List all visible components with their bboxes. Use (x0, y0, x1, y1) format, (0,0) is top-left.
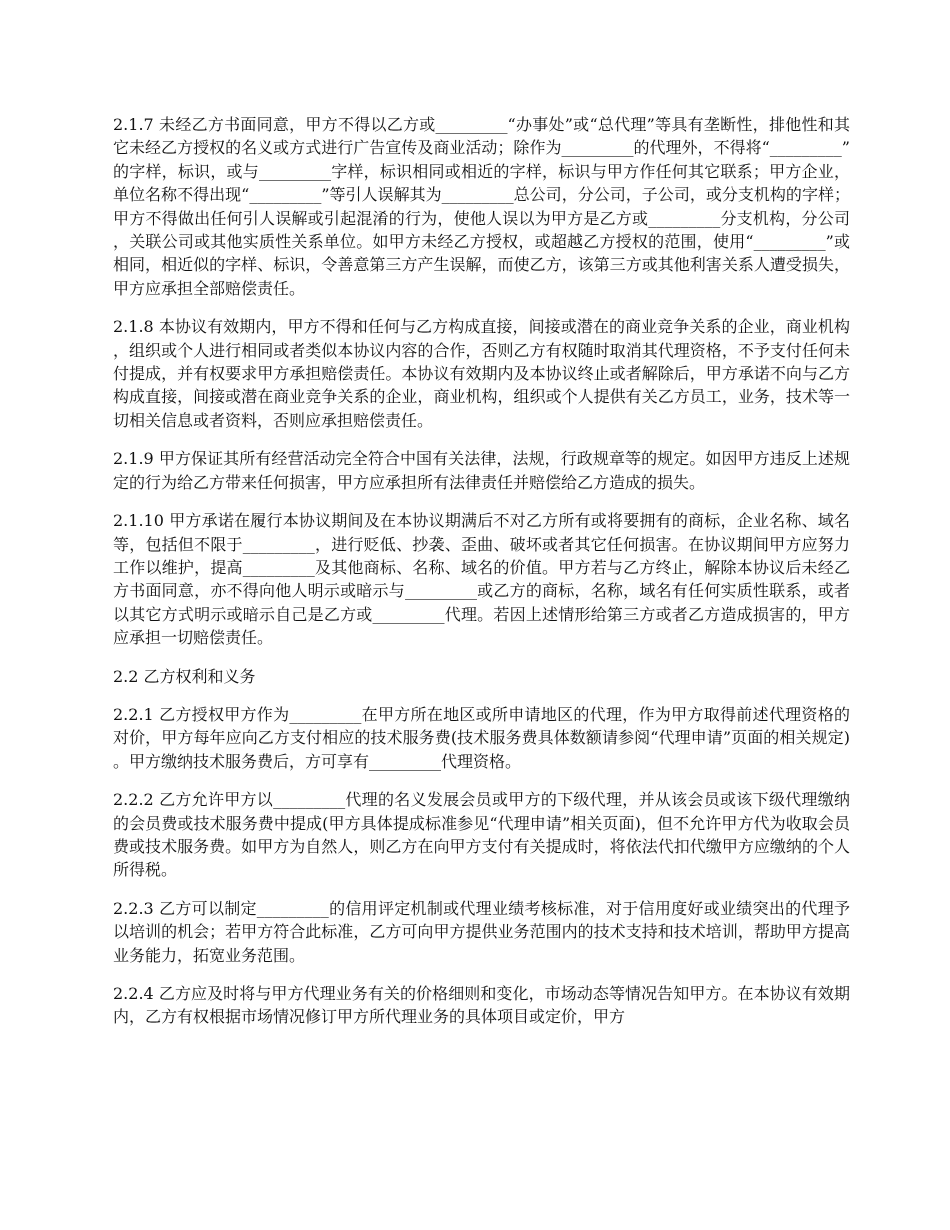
clause-2-1-8: 2.1.8 本协议有效期内，甲方不得和任何与乙方构成直接，间接或潜在的商业竞争关系的企业，商业机构，组织或个人进行相同或者类似本协议内容的合作，否则乙方有权随时取消其代理资格，不予支付任何未付提成，并有权要求甲方承担赔偿责任。本协议有效期内及本协议终止或者解除后，甲方承诺不向与乙方构成直接，间接或潜在商业竞争关系的企业，商业机构，组织或个人提供有关乙方员工，业务，技术等一切相关信息或者资料，否则应承担赔偿责任。 (113, 317, 850, 430)
clause-2-2-2: 2.2.2 乙方允许甲方以_________代理的名义发展会员或甲方的下级代理，并从该会员或该下级代理缴纳的会员费或技术服务费中提成(甲方具体提成标准参见“代理申请”相关页面)，但不允许甲方代为收取会员费或技术服务费。如甲方为自然人，则乙方在向甲方支付有关提成时，将依法代扣代缴甲方应缴纳的个人所得税。 (113, 790, 850, 880)
document-page (113, 113, 850, 1029)
clause-2-2-3: 2.2.3 乙方可以制定_________的信用评定机制或代理业绩考核标准，对于信用度好或业绩突出的代理予以培训的机会；若甲方符合此标准，乙方可向甲方提供业务范围内的技术支持和技术培训，帮助甲方提高业务能力，拓宽业务范围。 (113, 898, 850, 965)
section-heading-2-2: 2.2 乙方权利和义务 (113, 666, 256, 686)
clause-2-1-9: 2.1.9 甲方保证其所有经营活动完全符合中国有关法律，法规，行政规章等的规定。如因甲方违反上述规定的行为给乙方带来任何损害，甲方应承担所有法律责任并赔偿给乙方造成的损失。 (113, 449, 850, 492)
clause-2-2-1: 2.2.1 乙方授权甲方作为_________在甲方所在地区或所申请地区的代理，作为甲方取得前述代理资格的对价，甲方每年应向乙方支付相应的技术服务费(技术服务费具体数额请参阅“代理申请”页面的相关规定)。甲方缴纳技术服务费后，方可享有_________代理资格。 (113, 704, 850, 771)
clause-2-2-4: 2.2.4 乙方应及时将与甲方代理业务有关的价格细则和变化，市场动态等情况告知甲方。在本协议有效期内，乙方有权根据市场情况修订甲方所代理业务的具体项目或定价，甲方 (113, 984, 850, 1027)
clause-2-1-7: 2.1.7 未经乙方书面同意，甲方不得以乙方或_________“办事处”或“总代理”等具有垄断性，排他性和其它未经乙方授权的名义或方式进行广告宣传及商业活动；除作为_________的代理外，不得将“_________”的字样，标识，或与_________字样，标识相同或相近的字样，标识与甲方作任何其它联系；甲方企业，单位名称不得出现“_________”等引人误解其为_________总公司，分公司，子公司，或分支机构的字样；甲方不得做出任何引人误解或引起混淆的行为，使他人误以为甲方是乙方或_________分支机构，分公司，关联公司或其他实质性关系单位。如甲方未经乙方授权，或超越乙方授权的范围，使用“_________”或相同，相近似的字样、标识，令善意第三方产生误解，而使乙方，该第三方或其他利害关系人遭受损失，甲方应承担全部赔偿责任。 (113, 115, 850, 298)
clause-2-1-10: 2.1.10 甲方承诺在履行本协议期间及在本协议期满后不对乙方所有或将要拥有的商标，企业名称、域名等，包括但不限于_________，进行贬低、抄袭、歪曲、破坏或者其它任何损害。在协议期间甲方应努力工作以维护，提高_________及其他商标、名称、域名的价值。甲方若与乙方终止，解除本协议后未经乙方书面同意，亦不得向他人明示或暗示与_________或乙方的商标，名称，域名有任何实质性联系，或者以其它方式明示或暗示自己是乙方或_________代理。若因上述情形给第三方或者乙方造成损害的，甲方应承担一切赔偿责任。 (113, 511, 850, 648)
